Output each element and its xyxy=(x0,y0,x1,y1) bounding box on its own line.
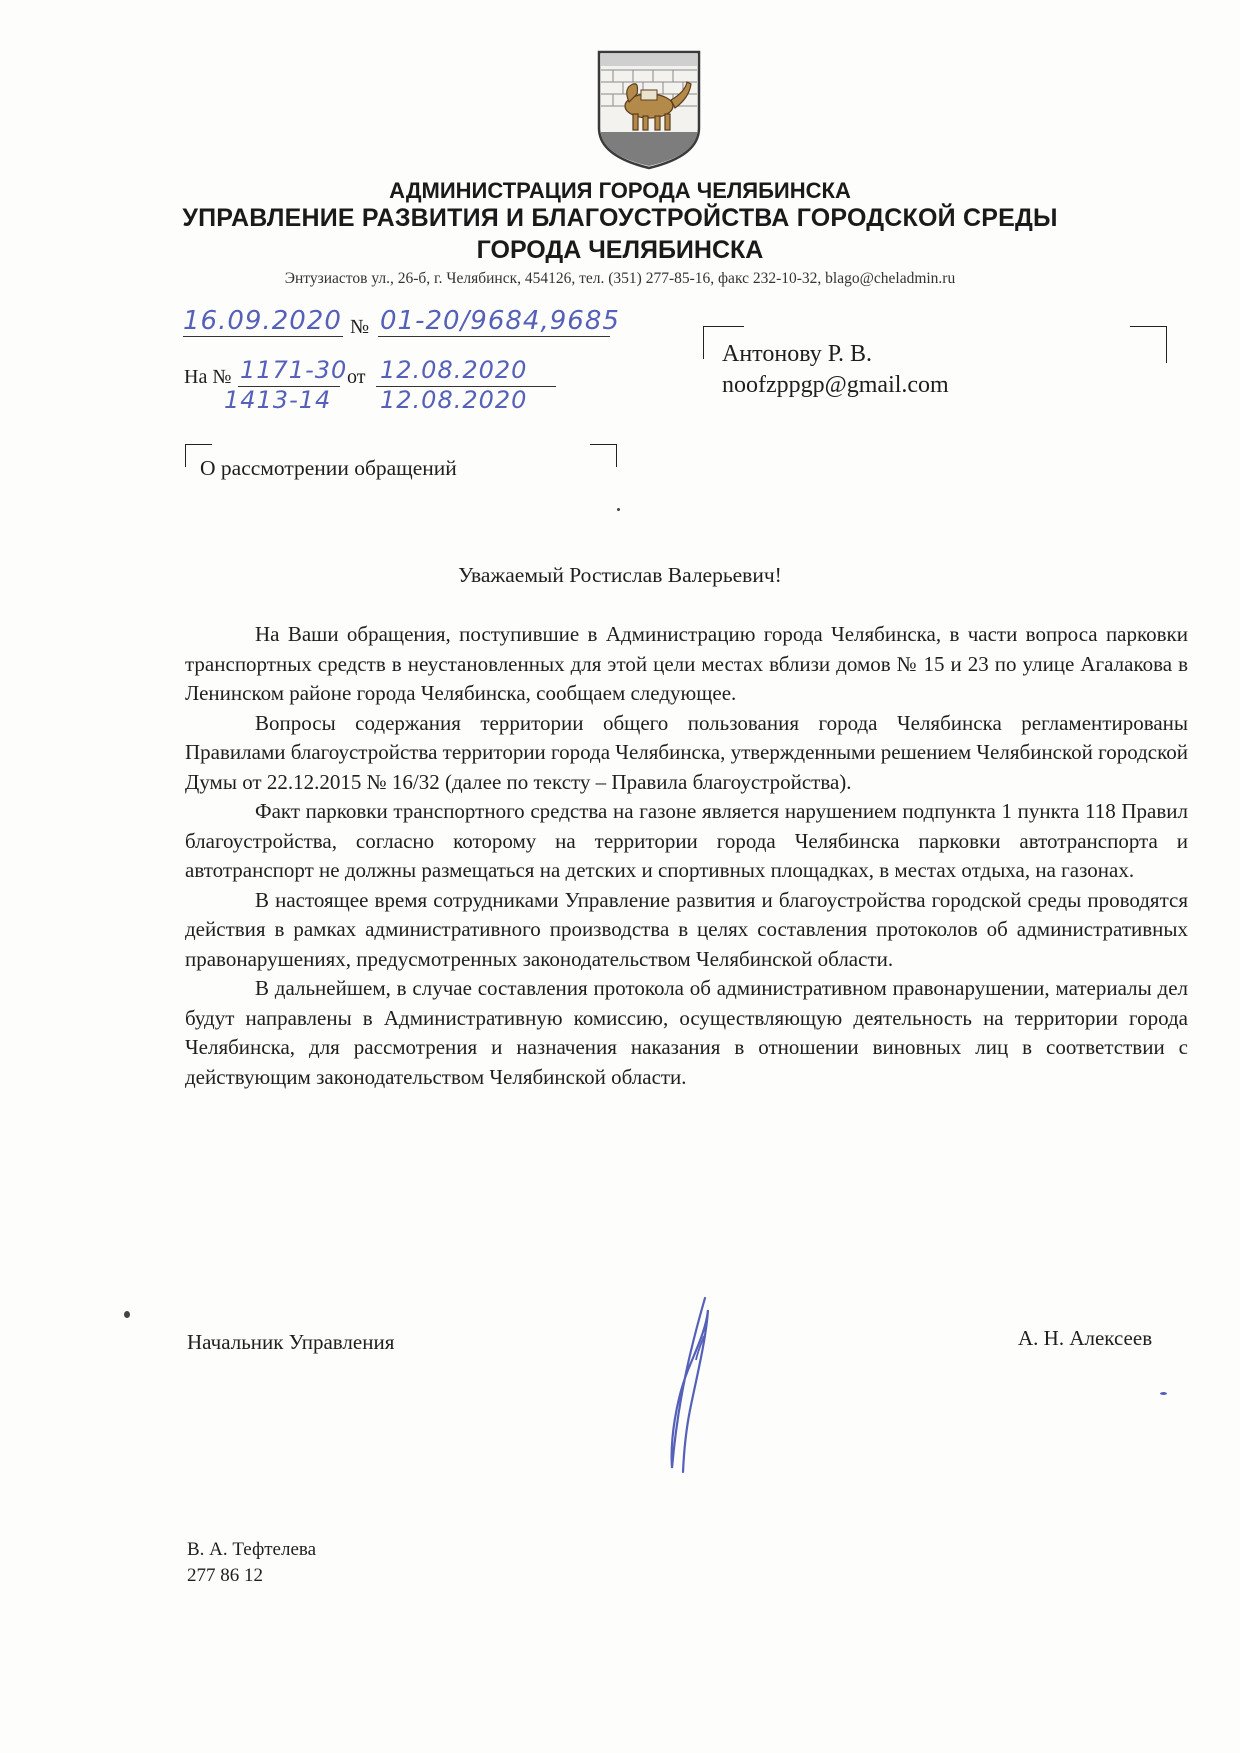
letter-subject: О рассмотрении обращений xyxy=(200,456,457,480)
letter-body xyxy=(185,620,1188,1092)
outgoing-number: 01-20/9684,9685 xyxy=(380,306,620,336)
scan-speck xyxy=(124,1311,130,1318)
reply-from-label: от xyxy=(347,366,366,388)
addressee-name: Антонову Р. В. xyxy=(722,341,873,367)
number-underline xyxy=(378,336,610,337)
body-paragraph-1: На Ваши обращения, поступившие в Администрацию города Челябинска, в части вопроса парковки транспортных средств в неустановленных для этой цели местах вблизи домов № 15 и 23 по улице Агалакова в Ленинском районе города Челябинска, сообщаем следующее. xyxy=(185,622,1188,705)
number-sign: № xyxy=(350,316,370,338)
body-paragraph-5: В дальнейшем, в случае составления протокола об административном правонарушении, материалы дел будут направлены в Административную комиссию, осуществляющую деятельность на территории города Челябинска, для рассмотрения и назначения наказания в отношении виновных лиц в соответствии с действующим законодательством Челябинской области. xyxy=(185,976,1188,1089)
reply-number-2: 1413-14 xyxy=(224,386,332,414)
reply-number-underline xyxy=(238,386,340,387)
salutation: Уважаемый Ростислав Валерьевич! xyxy=(458,563,782,587)
body-paragraph-2: Вопросы содержания территории общего пользования города Челябинска регламентированы Правилами благоустройства территории города Челябинска, утвержденными решением Челябинской городской Думы от 22.12.2015 № 16/32 (далее по тексту – Правила благоустройства). xyxy=(185,710,1188,794)
reply-number-1: 1171-30 xyxy=(240,356,348,384)
addressee-email: noofzppgp@gmail.com xyxy=(722,372,949,398)
chelyabinsk-coat-of-arms-icon xyxy=(593,48,705,170)
reply-date-1: 12.08.2020 xyxy=(380,356,528,384)
reply-date-2: 12.08.2020 xyxy=(380,386,528,414)
org-contacts: Энтузиастов ул., 26-б, г. Челябинск, 454126, тел. (351) 277-85-16, факс 232-10-32, blago@cheladmin.ru xyxy=(284,270,956,287)
scan-speck xyxy=(617,508,620,511)
scan-speck xyxy=(1160,1392,1167,1395)
reply-prefix: На № xyxy=(184,366,232,388)
org-title-line3: ГОРОДА ЧЕЛЯБИНСКА xyxy=(476,236,764,264)
executor-block xyxy=(187,1537,316,1589)
executor-phone: 277 86 12 xyxy=(187,1565,263,1586)
executor-name: В. А. Тефтелева xyxy=(187,1539,317,1560)
outgoing-date: 16.09.2020 xyxy=(183,306,342,336)
signatory-name: А. Н. Алексеев xyxy=(1018,1326,1153,1350)
addressee-corner-right xyxy=(1130,326,1167,363)
signatory-title: Начальник Управления xyxy=(187,1330,395,1354)
org-title-line1: АДМИНИСТРАЦИЯ ГОРОДА ЧЕЛЯБИНСКА xyxy=(389,178,851,203)
handwritten-signature-icon xyxy=(650,1290,740,1480)
body-paragraph-4: В настоящее время сотрудниками Управление развития и благоустройства городской среды проводятся действия в рамках административного производства в целях составления протоколов об административных правонарушениях, предусмотренных законодательством Челябинской области. xyxy=(185,887,1188,971)
org-title-line2: УПРАВЛЕНИЕ РАЗВИТИЯ И БЛАГОУСТРОЙСТВА ГОРОДСКОЙ СРЕДЫ xyxy=(182,204,1058,232)
date-underline xyxy=(183,336,343,337)
subject-corner-right xyxy=(590,444,617,467)
body-paragraph-3: Факт парковки транспортного средства на газоне является нарушением подпункта 1 пункта 118 Правил благоустройства, согласно которому на территории города Челябинска парковки автотранспорта и автотранспорт не должны размещаться на детских и спортивных площадках, в местах отдыха, на газонах. xyxy=(185,799,1188,882)
reply-date-underline xyxy=(376,386,556,387)
